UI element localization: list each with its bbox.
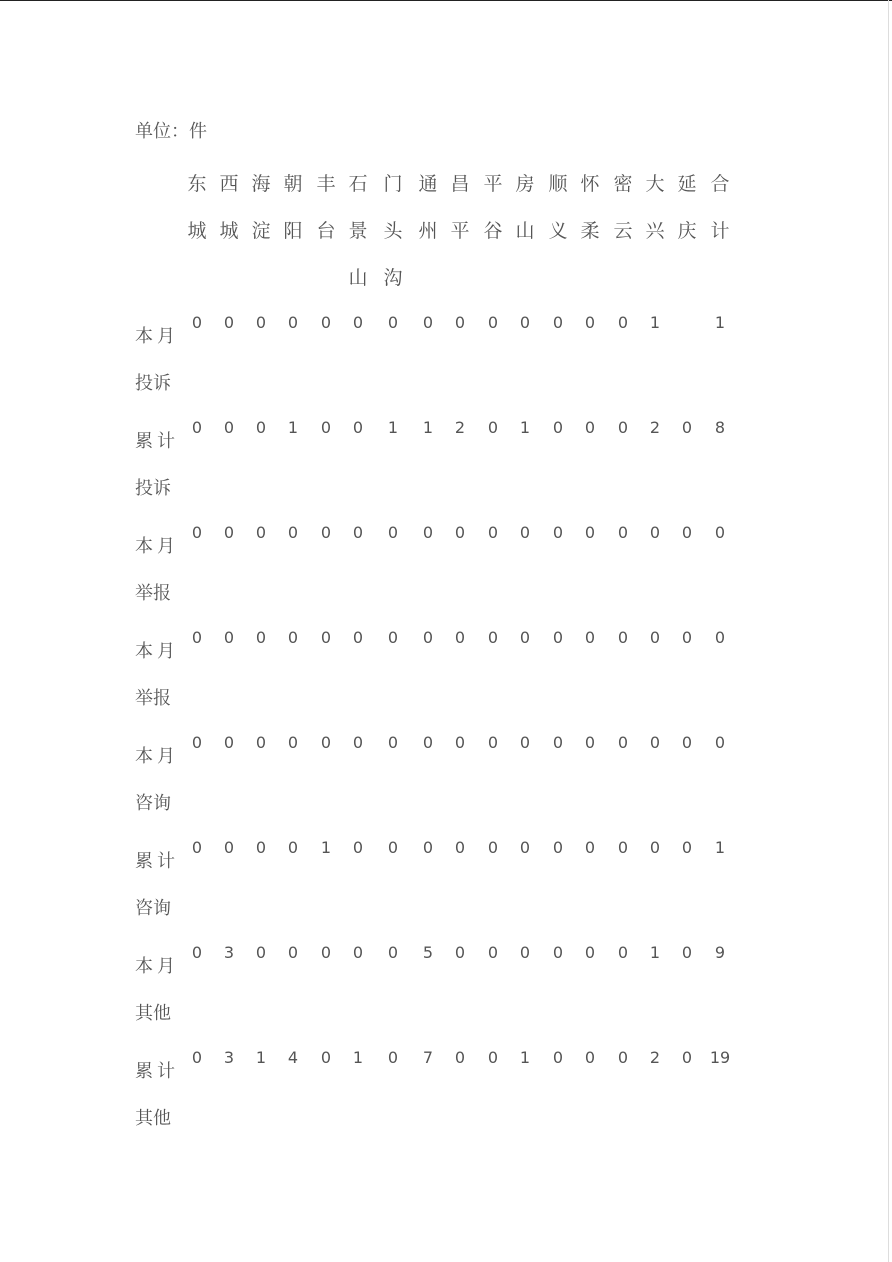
column-header: 西 城: [219, 173, 239, 242]
table-cell: 0: [487, 628, 499, 647]
table-cell: 0: [422, 838, 434, 857]
table-cell: 4: [287, 1048, 299, 1067]
table-cell: 0: [320, 418, 332, 437]
row-label-category: 投诉: [135, 478, 171, 499]
table-cell: 1: [320, 838, 332, 857]
table-cell: 1: [387, 418, 399, 437]
table-cell: 0: [681, 1048, 693, 1067]
table-cell: 0: [387, 628, 399, 647]
right-border: [888, 0, 889, 1262]
row-label: [135, 1060, 185, 1131]
row-label-period: 本月: [135, 536, 179, 557]
column-header: 东 城: [187, 173, 207, 242]
table-cell: 0: [681, 418, 693, 437]
table-cell: 0: [649, 838, 661, 857]
table-cell: 0: [352, 733, 364, 752]
column-header: 延 庆: [677, 173, 697, 242]
row-label: [135, 745, 185, 816]
table-cell: 0: [487, 523, 499, 542]
table-cell: 0: [649, 628, 661, 647]
table-cell: 0: [320, 943, 332, 962]
table-cell: 0: [454, 838, 466, 857]
table-cell: 0: [352, 313, 364, 332]
row-label-category: 其他: [135, 1108, 171, 1129]
table-cell: 0: [422, 628, 434, 647]
column-header: 怀 柔: [580, 173, 600, 242]
table-cell: 0: [387, 943, 399, 962]
table-cell: 1: [287, 418, 299, 437]
table-cell: 7: [422, 1048, 434, 1067]
table-cell: 0: [552, 733, 564, 752]
table-cell: 3: [223, 943, 235, 962]
table-cell: 0: [387, 838, 399, 857]
table-cell: 0: [387, 313, 399, 332]
table-cell: 0: [584, 1048, 596, 1067]
table-cell: 0: [552, 1048, 564, 1067]
table-cell: 0: [191, 838, 203, 857]
row-label-category: 举报: [135, 583, 171, 604]
table-cell: 19: [709, 1048, 731, 1067]
table-cell: 0: [191, 733, 203, 752]
table-cell: 5: [422, 943, 434, 962]
column-header: 合 计: [710, 173, 730, 242]
column-header: 门 头 沟: [383, 173, 403, 289]
table-cell: 0: [584, 733, 596, 752]
row-label: [135, 430, 185, 501]
table-cell: 0: [223, 733, 235, 752]
row-label-period: 累计: [135, 851, 179, 872]
table-cell: 9: [714, 943, 726, 962]
row-label-category: 投诉: [135, 373, 171, 394]
table-cell: 0: [584, 943, 596, 962]
row-label: [135, 640, 185, 711]
table-cell: 0: [552, 628, 564, 647]
row-label: [135, 325, 185, 396]
table-cell: 0: [191, 313, 203, 332]
table-cell: 0: [255, 838, 267, 857]
table-cell: 1: [649, 313, 661, 332]
table-cell: 0: [487, 1048, 499, 1067]
table-cell: 0: [681, 733, 693, 752]
row-label: [135, 955, 185, 1026]
row-label-period: 本月: [135, 641, 179, 662]
table-cell: 0: [519, 313, 531, 332]
table-cell: 0: [681, 523, 693, 542]
row-label-category: 咨询: [135, 793, 171, 814]
table-cell: 0: [320, 1048, 332, 1067]
table-cell: 0: [255, 628, 267, 647]
table-cell: 0: [223, 418, 235, 437]
table-cell: 0: [454, 313, 466, 332]
row-label-category: 举报: [135, 688, 171, 709]
table-cell: 0: [519, 523, 531, 542]
table-cell: 0: [552, 418, 564, 437]
table-cell: 0: [487, 418, 499, 437]
table-cell: 0: [255, 943, 267, 962]
column-header: 密 云: [613, 173, 633, 242]
table-cell: 0: [255, 523, 267, 542]
table-cell: 0: [320, 313, 332, 332]
table-cell: 0: [387, 1048, 399, 1067]
row-label: [135, 535, 185, 606]
table-cell: 0: [681, 628, 693, 647]
table-cell: 0: [649, 523, 661, 542]
table-cell: 0: [287, 838, 299, 857]
table-cell: 0: [617, 1048, 629, 1067]
column-header: 通 州: [418, 173, 438, 242]
table-cell: 0: [584, 418, 596, 437]
table-cell: 0: [519, 628, 531, 647]
table-cell: 0: [487, 733, 499, 752]
table-cell: 0: [352, 523, 364, 542]
row-label-period: 本月: [135, 326, 179, 347]
table-cell: 0: [352, 838, 364, 857]
column-header: 石 景 山: [348, 173, 368, 289]
table-cell: 0: [287, 628, 299, 647]
row-label-period: 累计: [135, 431, 179, 452]
table-cell: 0: [255, 313, 267, 332]
table-cell: 0: [617, 943, 629, 962]
table-cell: 0: [584, 313, 596, 332]
table-cell: 0: [617, 628, 629, 647]
table-cell: 0: [191, 523, 203, 542]
column-header: 平 谷: [483, 173, 503, 242]
table-cell: 0: [287, 733, 299, 752]
table-cell: 0: [519, 943, 531, 962]
table-cell: 1: [714, 838, 726, 857]
column-header: 昌 平: [450, 173, 470, 242]
table-cell: 0: [617, 523, 629, 542]
table-cell: 0: [487, 943, 499, 962]
table-cell: 0: [519, 733, 531, 752]
table-cell: 0: [584, 628, 596, 647]
table-cell: 2: [649, 1048, 661, 1067]
table-cell: 0: [649, 733, 661, 752]
table-cell: 0: [617, 313, 629, 332]
table-cell: 0: [552, 943, 564, 962]
table-cell: 0: [519, 838, 531, 857]
table-cell: 0: [191, 628, 203, 647]
table-cell: 0: [422, 523, 434, 542]
table-cell: 0: [287, 943, 299, 962]
table-cell: 0: [714, 628, 726, 647]
table-cell: 0: [191, 418, 203, 437]
table-cell: 0: [387, 733, 399, 752]
row-label: [135, 850, 185, 921]
top-border: [0, 0, 892, 1]
table-cell: 2: [454, 418, 466, 437]
table-cell: 0: [454, 628, 466, 647]
table-cell: 1: [519, 1048, 531, 1067]
table-cell: 0: [320, 628, 332, 647]
column-header: 朝 阳: [283, 173, 303, 242]
row-label-period: 累计: [135, 1061, 179, 1082]
table-cell: 0: [454, 523, 466, 542]
table-cell: 0: [487, 838, 499, 857]
table-cell: 0: [352, 628, 364, 647]
table-cell: 0: [320, 733, 332, 752]
table-cell: 0: [552, 313, 564, 332]
table-cell: 0: [681, 943, 693, 962]
table-cell: 0: [223, 628, 235, 647]
column-header: 海 淀: [251, 173, 271, 242]
row-label-period: 本月: [135, 956, 179, 977]
table-cell: 0: [223, 838, 235, 857]
row-label-category: 其他: [135, 1003, 171, 1024]
table-cell: 0: [454, 733, 466, 752]
table-cell: 0: [617, 733, 629, 752]
table-cell: 0: [617, 418, 629, 437]
table-cell: 0: [320, 523, 332, 542]
table-cell: 0: [681, 838, 693, 857]
table-cell: 0: [584, 838, 596, 857]
table-cell: 0: [454, 943, 466, 962]
row-label-period: 本月: [135, 746, 179, 767]
table-cell: 8: [714, 418, 726, 437]
table-cell: 0: [191, 943, 203, 962]
column-header: 顺 义: [548, 173, 568, 242]
table-cell: 0: [422, 313, 434, 332]
table-cell: 0: [552, 838, 564, 857]
table-cell: 0: [454, 1048, 466, 1067]
column-header: 房 山: [515, 173, 535, 242]
table-cell: 1: [649, 943, 661, 962]
table-cell: 0: [287, 313, 299, 332]
table-cell: 0: [223, 313, 235, 332]
table-cell: 1: [519, 418, 531, 437]
table-cell: 0: [352, 418, 364, 437]
table-cell: 0: [487, 313, 499, 332]
unit-label: 单位：件: [135, 121, 207, 142]
table-cell: 0: [584, 523, 596, 542]
table-cell: 0: [387, 523, 399, 542]
table-cell: 0: [223, 523, 235, 542]
table-cell: 0: [617, 838, 629, 857]
table-cell: 1: [352, 1048, 364, 1067]
table-cell: 3: [223, 1048, 235, 1067]
table-cell: 1: [422, 418, 434, 437]
column-header: 大 兴: [645, 173, 665, 242]
table-cell: 0: [255, 733, 267, 752]
column-header: 丰 台: [316, 173, 336, 242]
table-cell: 1: [255, 1048, 267, 1067]
table-cell: 0: [714, 733, 726, 752]
table-cell: 0: [287, 523, 299, 542]
table-cell: 0: [552, 523, 564, 542]
table-cell: 0: [191, 1048, 203, 1067]
row-label-category: 咨询: [135, 898, 171, 919]
table-cell: 2: [649, 418, 661, 437]
table-cell: 1: [714, 313, 726, 332]
table-cell: 0: [714, 523, 726, 542]
table-cell: 0: [255, 418, 267, 437]
table-cell: 0: [352, 943, 364, 962]
table-cell: 0: [422, 733, 434, 752]
